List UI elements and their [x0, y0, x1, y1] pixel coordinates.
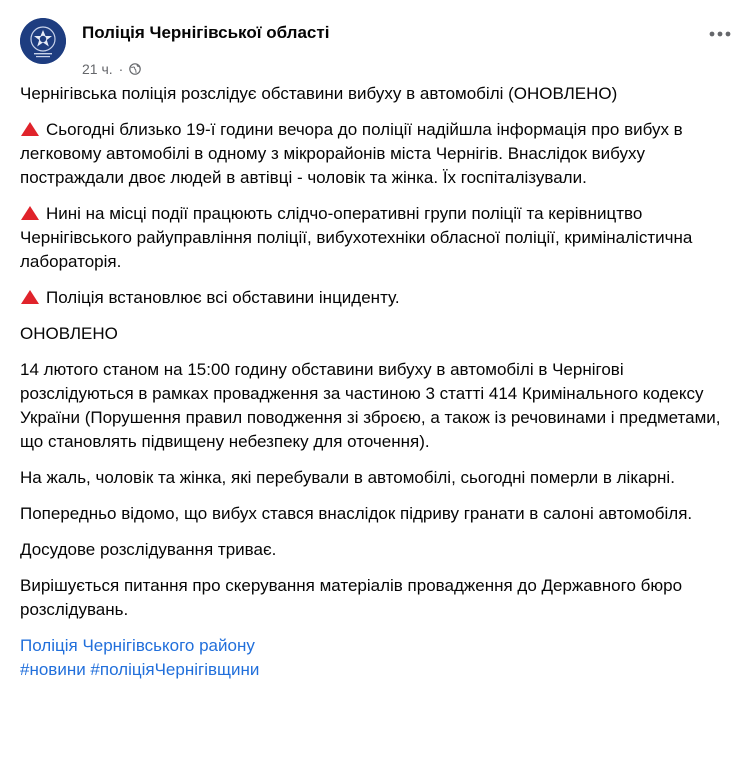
post-time[interactable]: 21 ч. — [82, 61, 113, 77]
meta-separator: · — [118, 61, 124, 77]
red-triangle-icon — [20, 121, 40, 137]
bullet-paragraph — [20, 118, 732, 190]
updated-label: ОНОВЛЕНО — [20, 324, 118, 343]
district-police-link[interactable]: Поліція Чернігівського району — [20, 636, 255, 655]
bullet-text: Поліція встановлює всі обставини інциденту. — [46, 288, 400, 307]
post-header — [20, 14, 740, 77]
post-links — [20, 634, 732, 682]
red-triangle-icon — [20, 205, 40, 221]
update-paragraph: Досудове розслідування триває. — [20, 540, 277, 559]
avatar[interactable] — [20, 18, 66, 64]
page-name-link[interactable]: Поліція Чернігівської області — [82, 23, 330, 42]
update-paragraph: Вирішується питання про скерування матеріалів провадження до Державного бюро розслідувань. — [20, 576, 683, 619]
more-options-button[interactable] — [702, 16, 738, 52]
red-triangle-icon — [20, 289, 40, 305]
bullet-paragraph — [20, 202, 732, 274]
post-headline: Чернігівська поліція розслідує обставини вибуху в автомобілі (ОНОВЛЕНО) — [20, 84, 618, 103]
hashtags-link[interactable]: #новини #поліціяЧернігівщини — [20, 660, 260, 679]
globe-icon[interactable] — [129, 63, 141, 75]
bullet-paragraph — [20, 286, 732, 310]
bullet-text: Сьогодні близько 19-ї години вечора до поліції надійшла інформація про вибух в легковому автомобілі в одному з мікрорайонів міста Чернігів. Внаслідок вибуху постраждали двоє людей в автівці - чоловік та жінка. Їх госпіталізували. — [20, 120, 683, 187]
update-paragraph: 14 лютого станом на 15:00 годину обставини вибуху в автомобілі в Чернігові розслідуються в рамках провадження за частиною 3 статті 414 Кримінального кодексу України (Порушення правил поводження зі зброєю, а також із речовинами і предметами, що становлять підвищену небезпеку для оточення). — [20, 360, 721, 451]
post-meta — [82, 60, 141, 78]
bullet-text: Нині на місці події працюють слідчо-оперативні групи поліції та керівництво Чернігівського райуправління поліції, вибухотехніки обласної поліції, криміналістична лабораторія. — [20, 204, 693, 271]
update-paragraph: На жаль, чоловік та жінка, які перебували в автомобілі, сьогодні померли в лікарні. — [20, 468, 675, 487]
more-options-icon — [709, 31, 731, 37]
police-badge-icon — [20, 18, 66, 64]
post-body — [20, 82, 732, 682]
update-paragraph: Попередньо відомо, що вибух стався внаслідок підриву гранати в салоні автомобіля. — [20, 504, 693, 523]
